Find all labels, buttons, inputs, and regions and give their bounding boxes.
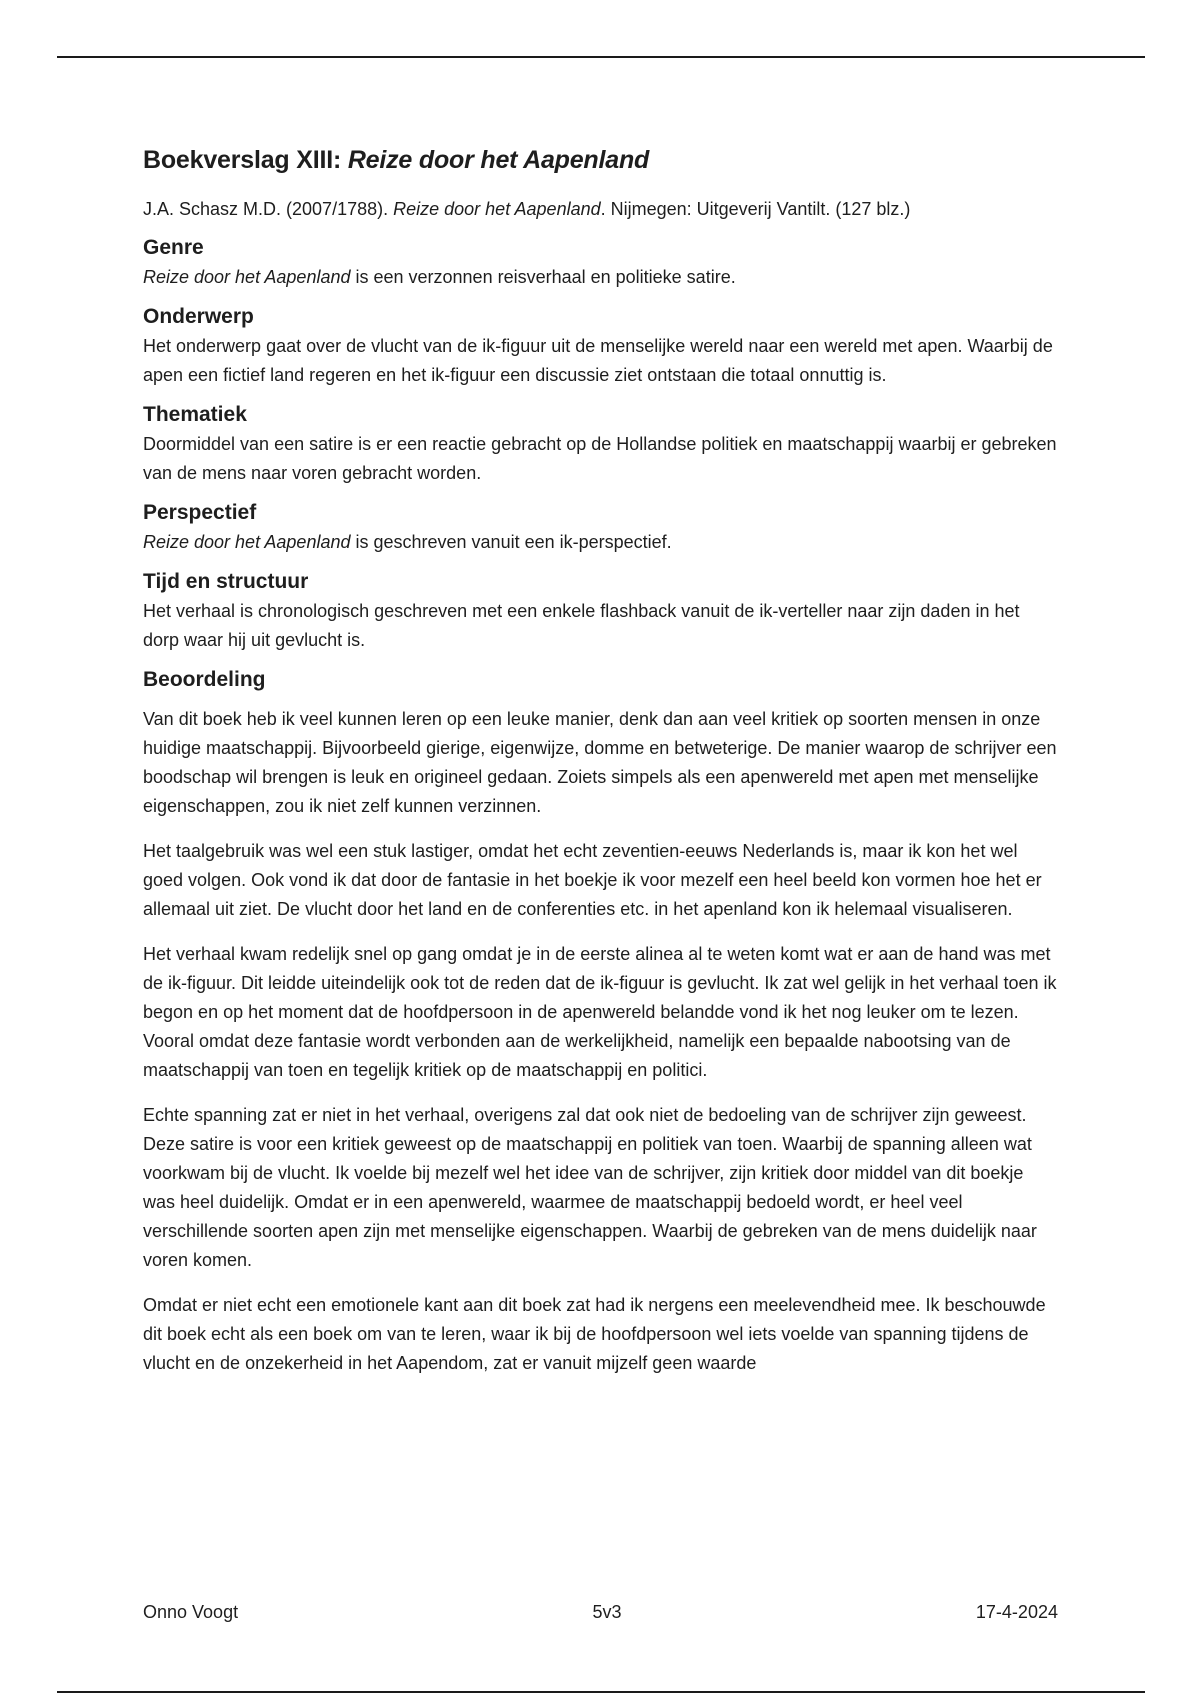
review-paragraph: Het taalgebruik was wel een stuk lastiger, omdat het echt zeventien-eeuws Nederlands is, maar ik kon het wel goed volgen. Ook vond ik dat door de fantasie in het boekje ik voor mezelf een heel beeld kon vormen hoe het er allemaal uit ziet. De vlucht door het land en de conferenties etc. in het apenland kon ik helemaal visualiseren. <box>143 841 1042 919</box>
section-text: Het onderwerp gaat over de vlucht van de ik-figuur uit de menselijke wereld naar een wereld met apen. Waarbij de apen een fictief land regeren en het ik-figuur een discussie ziet ontstaan die totaal onnuttig is. <box>143 336 1053 385</box>
section-text-rest: is geschreven vanuit een ik-perspectief. <box>350 532 672 552</box>
page-footer <box>143 1600 1058 1624</box>
section-beoordeling <box>143 665 1058 1378</box>
section-text <box>143 528 1058 557</box>
section-heading: Beoordeling <box>143 668 266 691</box>
review-paragraph: Het verhaal kwam redelijk snel op gang omdat je in de eerste alinea al te weten komt wat er aan de hand was met de ik-figuur. Dit leidde uiteindelijk ook tot de reden dat de ik-figuur is gevlucht. Ik zat wel gelijk in het verhaal toen ik begon en op het moment dat de hoofdpersoon in de apenwereld belandde vond ik het nog leuker om te lezen. Vooral omdat deze fantasie wordt verbonden aan de werkelijkheid, namelijk een bepaalde nabootsing van de maatschappij van toen en tegelijk kritiek op de maatschappij en politici. <box>143 944 1057 1080</box>
section-tijd-en-structuur <box>143 567 1058 655</box>
review-paragraph: Omdat er niet echt een emotionele kant aan dit boek zat had ik nergens een meelevendheid mee. Ik beschouwde dit boek echt als een boek om van te leren, waar ik bij de hoofdpersoon wel iets voelde van spanning tijdens de vlucht en de onzekerheid in het Aapendom, zat er vanuit mijzelf geen waarde <box>143 1295 1046 1373</box>
review-paragraph: Van dit boek heb ik veel kunnen leren op een leuke manier, denk dan aan veel kritiek op soorten mensen in onze huidige maatschappij. Bijvoorbeeld gierige, eigenwijze, domme en betweterige. De manier waarop de schrijver een boodschap wil brengen is leuk en origineel gedaan. Zoiets simpels als een apenwereld met apen met menselijke eigenschappen, zou ik niet zelf kunnen verzinnen. <box>143 709 1057 816</box>
citation-author-year: J.A. Schasz M.D. (2007/1788). <box>143 199 394 219</box>
section-heading: Thematiek <box>143 403 247 426</box>
title-book-name: Reize door het Aapenland <box>347 146 650 174</box>
citation-publisher: . Nijmegen: Uitgeverij Vantilt. (127 blz.) <box>600 199 911 219</box>
section-heading: Genre <box>143 236 204 259</box>
section-heading: Tijd en structuur <box>143 570 309 593</box>
header-rule <box>57 56 1145 58</box>
book-citation <box>143 197 1058 221</box>
section-text: Doormiddel van een satire is er een reactie gebracht op de Hollandse politiek en maatschappij waarbij er gebreken van de mens naar voren gebracht worden. <box>143 434 1057 483</box>
section-genre <box>143 233 1058 292</box>
citation-title: Reize door het Aapenland <box>393 199 601 219</box>
section-text-rest: is een verzonnen reisverhaal en politieke satire. <box>350 267 736 287</box>
book-title-italic: Reize door het Aapenland <box>143 532 351 552</box>
book-title-italic: Reize door het Aapenland <box>143 267 351 287</box>
footer-class: 5v3 <box>592 1602 622 1622</box>
section-heading: Perspectief <box>143 501 257 524</box>
section-onderwerp <box>143 302 1058 390</box>
review-paragraph: Echte spanning zat er niet in het verhaal, overigens zal dat ook niet de bedoeling van de schrijver zijn geweest. Deze satire is voor een kritiek geweest op de maatschappij en politiek van toen. Waarbij de spanning alleen wat voorkwam bij de vlucht. Ik voelde bij mezelf wel het idee van de schrijver, zijn kritiek door middel van dit boekje was heel duidelijk. Omdat er in een apenwereld, waarmee de maatschappij bedoeld wordt, er heel veel verschillende soorten apen zijn met menselijke eigenschappen. Waarbij de gebreken van de mens duidelijk naar voren komen. <box>143 1105 1037 1270</box>
section-text: Het verhaal is chronologisch geschreven met een enkele flashback vanuit de ik-verteller naar zijn daden in het dorp waar hij uit gevlucht is. <box>143 601 1020 650</box>
section-heading: Onderwerp <box>143 305 254 328</box>
section-perspectief <box>143 498 1058 557</box>
page-title <box>143 143 1058 177</box>
section-thematiek <box>143 400 1058 488</box>
footer-rule <box>57 1691 1145 1693</box>
footer-author: Onno Voogt <box>143 1602 239 1622</box>
document-body <box>143 143 1058 1394</box>
footer-date: 17-4-2024 <box>975 1602 1058 1622</box>
section-text <box>143 263 1058 292</box>
title-prefix: Boekverslag XIII: <box>143 146 348 174</box>
